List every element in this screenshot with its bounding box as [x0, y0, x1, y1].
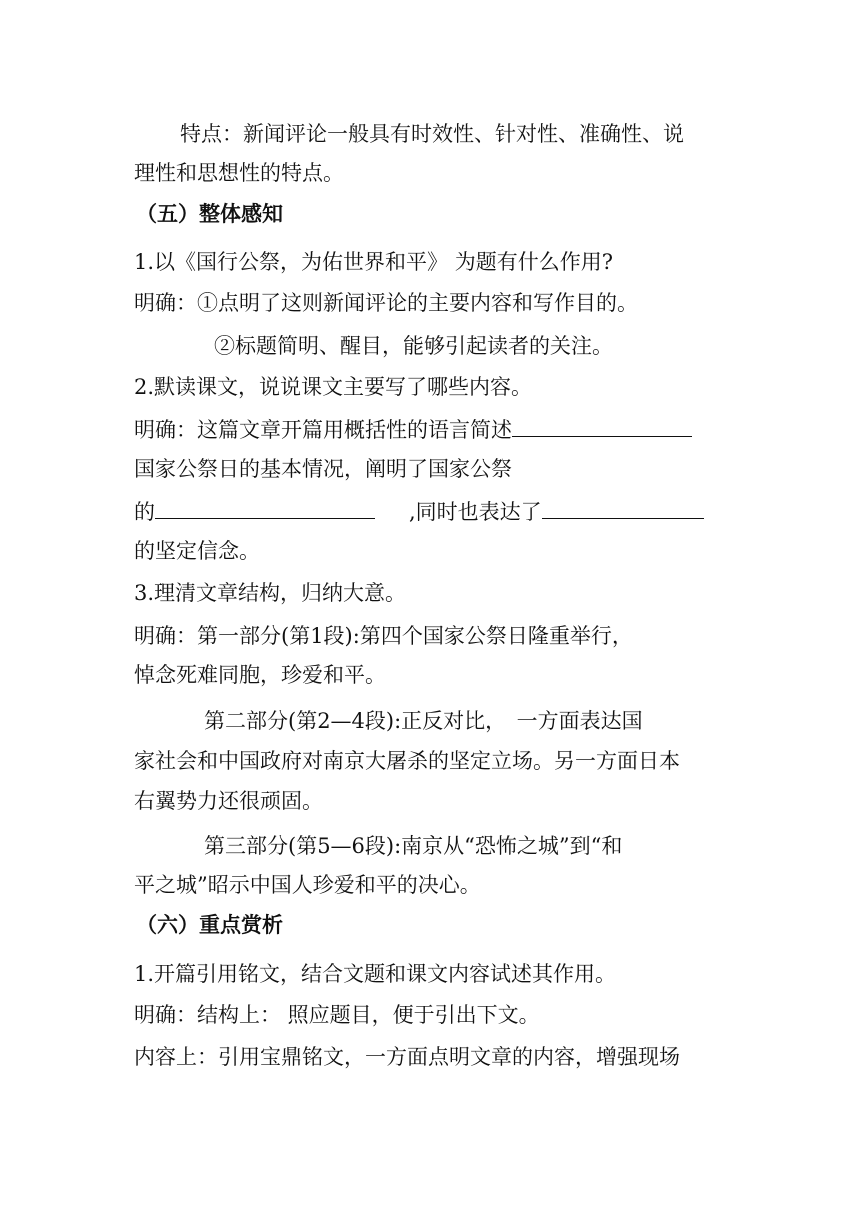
section-5-answer-2-line-4: 的坚定信念。 [134, 539, 260, 563]
fill-in-blank-2[interactable] [155, 496, 375, 519]
section-5-answer-2-line-1 [134, 414, 692, 444]
section-5-heading: （五）整体感知 [136, 202, 283, 226]
fill-in-blank-1[interactable] [512, 414, 692, 437]
section-6-answer-1-line-1: 明确：结构上： 照应题目，便于引出下文。 [134, 1003, 540, 1027]
section-5-question-1: 1.以《国行公祭，为佑世界和平》 为题有什么作用? [134, 250, 613, 274]
section-5-question-2: 2.默读课文，说说课文主要写了哪些内容。 [134, 375, 533, 399]
answer-2-line-3-prefix: 的 [134, 500, 155, 524]
section-5-answer-3-line-2: 悼念死难同胞，珍爱和平。 [134, 663, 386, 687]
features-line-1: 特点：新闻评论一般具有时效性、针对性、准确性、说 [180, 122, 684, 146]
fill-in-blank-3[interactable] [542, 496, 704, 519]
section-6-question-1: 1.开篇引用铭文，结合文题和课文内容试述其作用。 [134, 962, 617, 986]
features-line-2: 理性和思想性的特点。 [134, 161, 344, 185]
section-5-answer-3-line-6: 第三部分(第5—6段):南京从“恐怖之城”到“和 [204, 834, 623, 858]
section-5-answer-3-line-4: 家社会和中国政府对南京大屠杀的坚定立场。另一方面日本 [134, 749, 680, 773]
section-5-answer-3-line-7: 平之城”昭示中国人珍爱和平的决心。 [134, 873, 481, 897]
section-5-answer-3-line-5: 右翼势力还很顽固。 [134, 789, 323, 813]
section-6-heading: （六）重点赏析 [136, 913, 283, 937]
section-5-answer-2-line-3 [134, 496, 704, 526]
section-5-answer-2-line-2: 国家公祭日的基本情况，阐明了国家公祭 [134, 457, 512, 481]
section-6-answer-1-line-2: 内容上：引用宝鼎铭文，一方面点明文章的内容，增强现场 [134, 1045, 680, 1069]
section-5-answer-3-line-1: 明确：第一部分(第1段):第四个国家公祭日隆重举行， [134, 624, 633, 648]
section-5-answer-1-line-1: 明确：①点明了这则新闻评论的主要内容和写作目的。 [134, 291, 638, 315]
section-5-answer-3-line-3: 第二部分(第2—4段):正反对比， 一方面表达国 [204, 709, 643, 733]
section-5-answer-1-line-2: ②标题简明、醒目，能够引起读者的关注。 [214, 334, 613, 358]
answer-2-line-3-mid: ,同时也表达了 [409, 500, 542, 524]
answer-2-prefix: 明确：这篇文章开篇用概括性的语言简述 [134, 418, 512, 442]
section-5-question-3: 3.理清文章结构，归纳大意。 [134, 581, 407, 605]
